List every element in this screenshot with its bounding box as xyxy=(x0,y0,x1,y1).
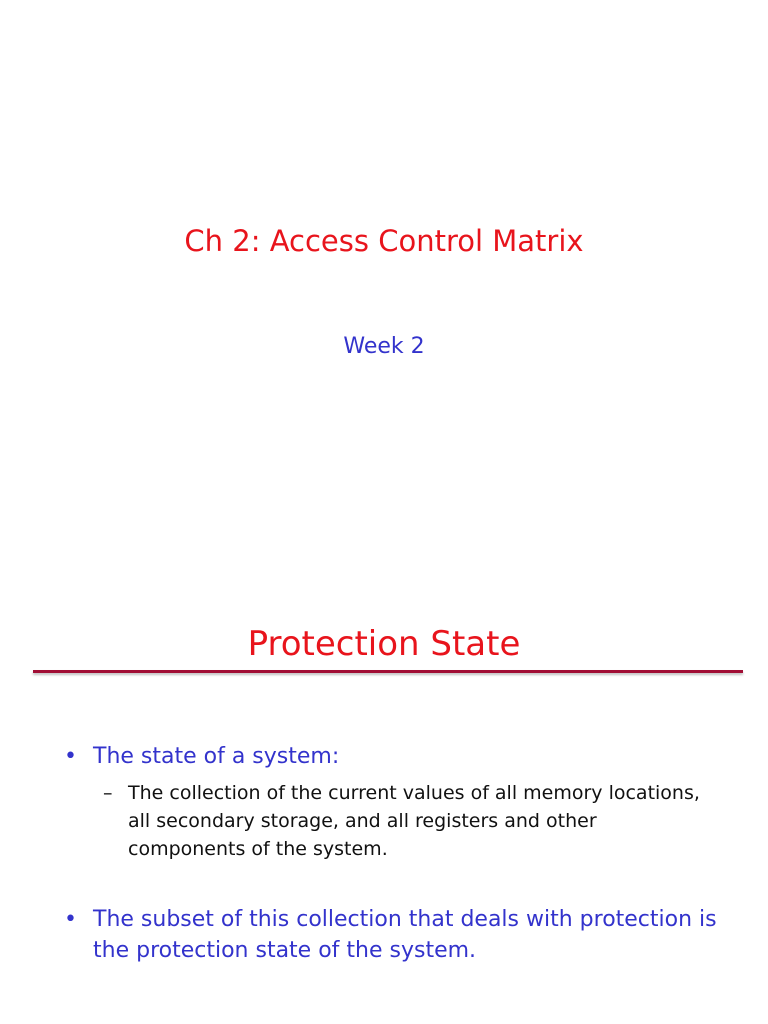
sub-bullet-text: The collection of the current values of all memory locations, all secondary storage, and all registers and other components of the system. xyxy=(128,782,700,860)
bullet-item xyxy=(64,741,724,772)
bullet-text: The state of a system: xyxy=(93,744,340,769)
bullet-item xyxy=(64,904,724,966)
bullet-icon: • xyxy=(64,907,77,932)
bullet-icon: • xyxy=(64,744,77,769)
sub-bullet-item xyxy=(103,779,703,863)
slide-1-title: Ch 2: Access Control Matrix xyxy=(184,224,584,258)
dash-icon: – xyxy=(103,782,113,804)
slide-protection-state xyxy=(0,576,768,1024)
title-divider xyxy=(33,670,743,673)
bullet-text: The subset of this collection that deals with protection is the protection state of the system. xyxy=(93,907,717,963)
slide-2-title: Protection State xyxy=(247,624,521,664)
slide-1-subtitle: Week 2 xyxy=(343,334,425,359)
